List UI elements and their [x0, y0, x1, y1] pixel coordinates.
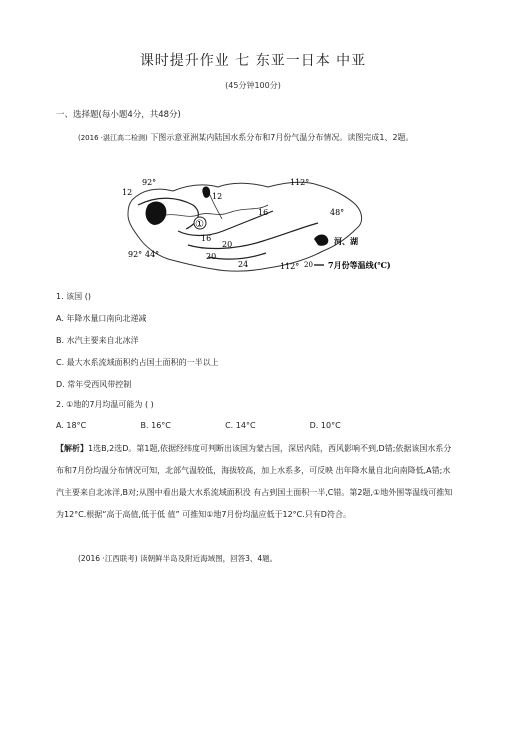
analysis-block: [56, 438, 456, 526]
lake-2: [202, 186, 210, 197]
legend-isotherm-value: 20: [304, 261, 313, 269]
analysis-tag: 【解析】: [56, 444, 88, 453]
legend-river-swatch: [314, 235, 328, 246]
q1-option-d: D. 常年受西风带控制: [56, 380, 132, 389]
lon92-top-label: 92°: [142, 178, 157, 187]
lon112-bottom-label: 112°: [280, 262, 300, 271]
lon112-top-label: 112°: [290, 178, 310, 187]
q2-options: [56, 421, 456, 430]
iso16b-label: 16: [258, 208, 269, 217]
isotherm-24: [208, 253, 266, 259]
lon92-bottom-label: 92°: [128, 250, 143, 259]
intro-source: (2016 ·湛江高二检测): [78, 134, 148, 142]
q2-option-c: C. 14°C: [225, 421, 256, 430]
page-title: 课时提升作业 七 东亚一日本 中亚: [139, 53, 367, 69]
analysis-text: 1选B,2选D。第1题,依据经纬度可判断出该国为蒙古国，深居内陆，西风影响不到,D错;依据该国水系分布和7月份均温分布情况可知，北部气温较低，海拔较高，加上水系多，可反映 出年降水量自北向南降低,A错;水汽主要来自北冰洋,B对;从图中看出最大水系流域面积没 有占到国土面积一半,C错。第2题,①地外围等温线可推知为12°C.根据“高于高值,低于低 值” 可推知①地7月份均温应低于12°C.只有D符合。: [56, 444, 453, 519]
q2-option-b: B. 16°C: [140, 421, 171, 430]
legend-river-label: 河、湖: [334, 236, 358, 246]
duration-score: (45分钟100分): [225, 81, 281, 90]
q1-stem: 1. 该国 (): [56, 292, 91, 301]
lat44-label: 44°: [145, 250, 160, 259]
iso12b-label: 12: [212, 192, 223, 201]
next-question-intro: (2016 ·江西联考) 读朝鲜半岛及附近海域图，回答3、4题。: [78, 554, 278, 563]
section-heading: 一、选择题(每小题4分，共48分): [56, 110, 181, 120]
iso24-label: 24: [238, 260, 249, 269]
lat48-label: 48°: [330, 208, 345, 217]
q2-option-d: D. 10°C: [309, 421, 341, 430]
question-intro: [56, 128, 456, 148]
iso20a-label: 20: [206, 252, 217, 261]
iso20b-label: 20: [222, 240, 233, 249]
point-1-label: ①: [195, 219, 204, 230]
q2-stem: 2. ①地的7月均温可能为 ( ): [56, 400, 154, 409]
river-1: [166, 205, 268, 216]
q1-option-c: C. 最大水系流域面积约占国土面积的一半以上: [56, 358, 219, 367]
q2-option-a: A. 18°C: [56, 421, 87, 430]
iso12a-label: 12: [122, 188, 133, 197]
map-figure: [118, 175, 408, 285]
q1-option-a: A. 年降水量口南向北递减: [56, 314, 147, 323]
intro-text: 下图示意亚洲某内陆国水系分布和7月份气温分布情况。读图完成1、2题。: [150, 133, 414, 142]
legend-isotherm-label: 7月份等温线(℃): [328, 260, 391, 270]
q1-option-b: B. 水汽主要来自北冰洋: [56, 336, 139, 345]
lake-1: [146, 202, 167, 225]
iso16a-label: 16: [201, 234, 212, 243]
